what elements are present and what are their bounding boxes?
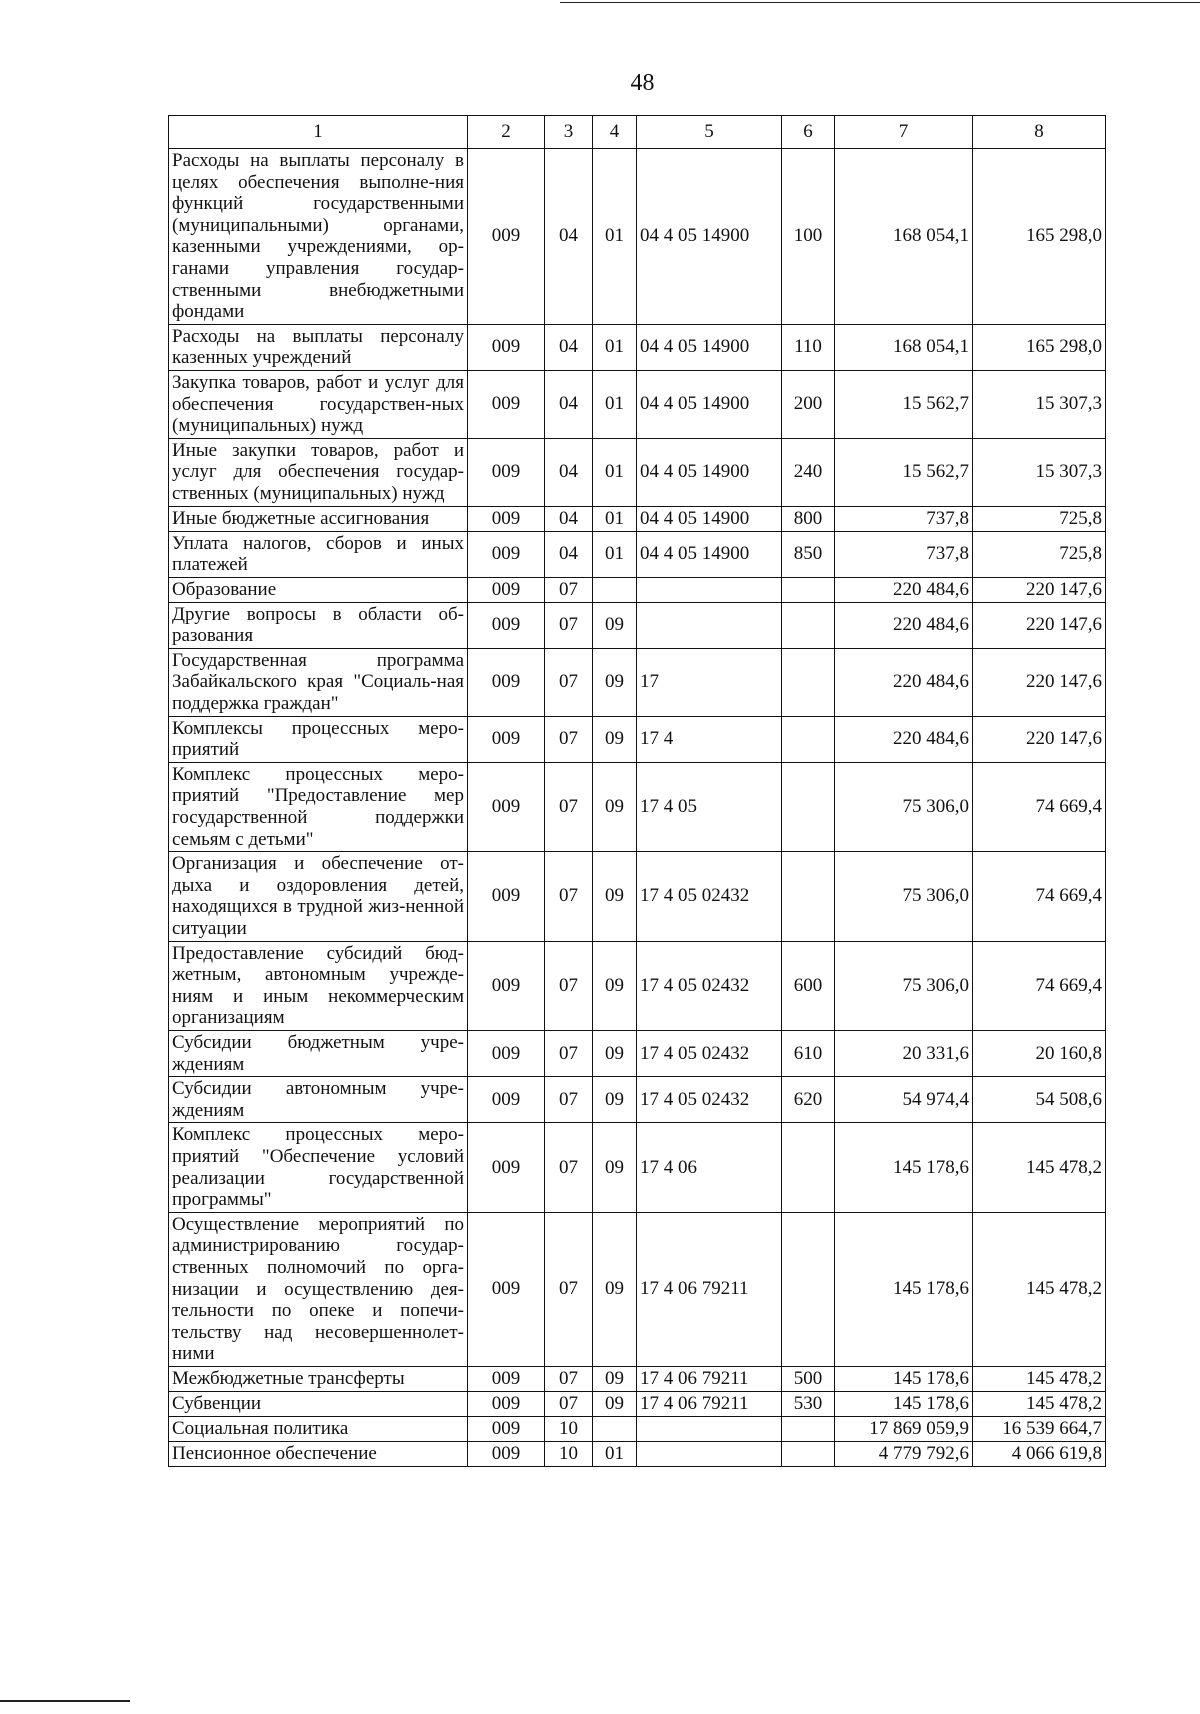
row-name: Расходы на выплаты персоналу в целях обеспечения выполне-ния функций государственными (муниципальными) органами, казенными учреждениями, ор-ганами управления государ-ственными внебюджетными фондами bbox=[169, 149, 468, 325]
cell-section: 04 bbox=[545, 531, 593, 577]
cell-section: 07 bbox=[545, 577, 593, 602]
cell-admin-code: 009 bbox=[468, 648, 545, 716]
cell-subsection bbox=[593, 577, 637, 602]
cell-target-code: 17 4 05 02432 bbox=[637, 941, 782, 1030]
cell-amount-8: 145 478,2 bbox=[973, 1123, 1106, 1212]
cell-expense-type bbox=[782, 852, 835, 941]
table-row bbox=[169, 324, 1106, 370]
table-row bbox=[169, 1416, 1106, 1441]
cell-amount-7: 737,8 bbox=[835, 531, 973, 577]
row-name: Социальная политика bbox=[169, 1416, 468, 1441]
row-name: Субвенции bbox=[169, 1391, 468, 1416]
cell-admin-code: 009 bbox=[468, 531, 545, 577]
cell-subsection: 09 bbox=[593, 1212, 637, 1366]
table-row bbox=[169, 149, 1106, 325]
cell-amount-7: 220 484,6 bbox=[835, 648, 973, 716]
table-row bbox=[169, 852, 1106, 941]
cell-amount-7: 145 178,6 bbox=[835, 1366, 973, 1391]
cell-amount-7: 75 306,0 bbox=[835, 762, 973, 851]
cell-amount-8: 15 307,3 bbox=[973, 370, 1106, 438]
cell-target-code: 17 4 05 02432 bbox=[637, 852, 782, 941]
column-header: 1 bbox=[169, 116, 468, 149]
cell-amount-8: 15 307,3 bbox=[973, 438, 1106, 506]
cell-amount-8: 165 298,0 bbox=[973, 149, 1106, 325]
cell-subsection: 01 bbox=[593, 324, 637, 370]
cell-target-code bbox=[637, 577, 782, 602]
cell-expense-type bbox=[782, 1123, 835, 1212]
cell-expense-type bbox=[782, 648, 835, 716]
row-name: Субсидии автономным учре-ждениям bbox=[169, 1077, 468, 1123]
cell-subsection: 01 bbox=[593, 149, 637, 325]
cell-amount-8: 725,8 bbox=[973, 531, 1106, 577]
table-row bbox=[169, 438, 1106, 506]
cell-subsection: 09 bbox=[593, 648, 637, 716]
page-number: 48 bbox=[630, 70, 655, 96]
table-row bbox=[169, 370, 1106, 438]
cell-subsection: 01 bbox=[593, 531, 637, 577]
cell-expense-type: 500 bbox=[782, 1366, 835, 1391]
cell-target-code: 04 4 05 14900 bbox=[637, 438, 782, 506]
cell-expense-type: 610 bbox=[782, 1030, 835, 1076]
cell-admin-code: 009 bbox=[468, 1212, 545, 1366]
cell-section: 07 bbox=[545, 941, 593, 1030]
cell-admin-code: 009 bbox=[468, 852, 545, 941]
cell-expense-type bbox=[782, 602, 835, 648]
cell-admin-code: 009 bbox=[468, 941, 545, 1030]
column-header: 6 bbox=[782, 116, 835, 149]
top-scan-rule bbox=[560, 2, 1200, 3]
cell-admin-code: 009 bbox=[468, 1077, 545, 1123]
cell-amount-8: 145 478,2 bbox=[973, 1366, 1106, 1391]
cell-expense-type bbox=[782, 1416, 835, 1441]
cell-amount-7: 20 331,6 bbox=[835, 1030, 973, 1076]
cell-amount-8: 20 160,8 bbox=[973, 1030, 1106, 1076]
cell-subsection: 09 bbox=[593, 602, 637, 648]
cell-section: 04 bbox=[545, 438, 593, 506]
cell-expense-type: 530 bbox=[782, 1391, 835, 1416]
cell-section: 07 bbox=[545, 648, 593, 716]
cell-section: 04 bbox=[545, 370, 593, 438]
row-name: Организация и обеспечение от-дыха и оздоровления детей, находящихся в трудной жиз-ненной ситуации bbox=[169, 852, 468, 941]
cell-amount-8: 220 147,6 bbox=[973, 577, 1106, 602]
cell-admin-code: 009 bbox=[468, 1441, 545, 1466]
row-name: Комплекс процессных меро-приятий "Предоставление мер государственной поддержки семьям с детьми" bbox=[169, 762, 468, 851]
cell-section: 04 bbox=[545, 506, 593, 531]
cell-subsection: 01 bbox=[593, 506, 637, 531]
cell-admin-code: 009 bbox=[468, 762, 545, 851]
cell-amount-7: 145 178,6 bbox=[835, 1123, 973, 1212]
cell-target-code: 04 4 05 14900 bbox=[637, 506, 782, 531]
cell-section: 07 bbox=[545, 716, 593, 762]
table-row bbox=[169, 602, 1106, 648]
cell-amount-8: 725,8 bbox=[973, 506, 1106, 531]
cell-amount-7: 15 562,7 bbox=[835, 370, 973, 438]
cell-subsection: 09 bbox=[593, 762, 637, 851]
bottom-footnote-rule bbox=[0, 1700, 130, 1702]
cell-expense-type bbox=[782, 1441, 835, 1466]
cell-amount-8: 4 066 619,8 bbox=[973, 1441, 1106, 1466]
cell-expense-type: 850 bbox=[782, 531, 835, 577]
cell-amount-8: 220 147,6 bbox=[973, 602, 1106, 648]
cell-expense-type: 100 bbox=[782, 149, 835, 325]
row-name: Субсидии бюджетным учре-ждениям bbox=[169, 1030, 468, 1076]
cell-subsection: 01 bbox=[593, 370, 637, 438]
cell-amount-7: 54 974,4 bbox=[835, 1077, 973, 1123]
budget-table bbox=[168, 115, 1106, 1467]
cell-amount-8: 220 147,6 bbox=[973, 716, 1106, 762]
cell-admin-code: 009 bbox=[468, 1416, 545, 1441]
cell-amount-7: 737,8 bbox=[835, 506, 973, 531]
cell-subsection: 01 bbox=[593, 1441, 637, 1466]
table-row bbox=[169, 1366, 1106, 1391]
row-name: Комплекс процессных меро-приятий "Обеспечение условий реализации государственной программы" bbox=[169, 1123, 468, 1212]
table-row bbox=[169, 1077, 1106, 1123]
cell-subsection: 01 bbox=[593, 438, 637, 506]
column-header: 2 bbox=[468, 116, 545, 149]
cell-admin-code: 009 bbox=[468, 370, 545, 438]
cell-amount-8: 16 539 664,7 bbox=[973, 1416, 1106, 1441]
table-row bbox=[169, 648, 1106, 716]
cell-admin-code: 009 bbox=[468, 506, 545, 531]
cell-amount-7: 220 484,6 bbox=[835, 577, 973, 602]
cell-amount-7: 4 779 792,6 bbox=[835, 1441, 973, 1466]
cell-section: 04 bbox=[545, 324, 593, 370]
cell-target-code bbox=[637, 1441, 782, 1466]
cell-subsection: 09 bbox=[593, 1366, 637, 1391]
cell-amount-8: 74 669,4 bbox=[973, 762, 1106, 851]
cell-target-code: 04 4 05 14900 bbox=[637, 324, 782, 370]
cell-admin-code: 009 bbox=[468, 716, 545, 762]
cell-amount-7: 220 484,6 bbox=[835, 602, 973, 648]
cell-section: 07 bbox=[545, 852, 593, 941]
cell-subsection: 09 bbox=[593, 941, 637, 1030]
table-row bbox=[169, 1212, 1106, 1366]
cell-amount-7: 75 306,0 bbox=[835, 941, 973, 1030]
cell-target-code: 04 4 05 14900 bbox=[637, 531, 782, 577]
cell-amount-7: 75 306,0 bbox=[835, 852, 973, 941]
cell-amount-8: 74 669,4 bbox=[973, 941, 1106, 1030]
cell-target-code bbox=[637, 1416, 782, 1441]
table-row bbox=[169, 1391, 1106, 1416]
cell-amount-8: 145 478,2 bbox=[973, 1391, 1106, 1416]
cell-target-code: 04 4 05 14900 bbox=[637, 149, 782, 325]
cell-expense-type: 620 bbox=[782, 1077, 835, 1123]
cell-target-code: 17 4 06 79211 bbox=[637, 1212, 782, 1366]
cell-amount-7: 168 054,1 bbox=[835, 149, 973, 325]
row-name: Уплата налогов, сборов и иных платежей bbox=[169, 531, 468, 577]
cell-target-code: 17 4 05 bbox=[637, 762, 782, 851]
cell-amount-7: 15 562,7 bbox=[835, 438, 973, 506]
column-header: 8 bbox=[973, 116, 1106, 149]
table-row bbox=[169, 1441, 1106, 1466]
cell-expense-type: 800 bbox=[782, 506, 835, 531]
cell-target-code: 17 4 05 02432 bbox=[637, 1077, 782, 1123]
cell-expense-type bbox=[782, 762, 835, 851]
cell-target-code: 17 4 06 79211 bbox=[637, 1391, 782, 1416]
table-row bbox=[169, 506, 1106, 531]
cell-target-code: 17 4 bbox=[637, 716, 782, 762]
row-name: Государственная программа Забайкальского края "Социаль-ная поддержка граждан" bbox=[169, 648, 468, 716]
cell-section: 10 bbox=[545, 1441, 593, 1466]
cell-expense-type: 200 bbox=[782, 370, 835, 438]
row-name: Расходы на выплаты персоналу казенных учреждений bbox=[169, 324, 468, 370]
cell-subsection bbox=[593, 1416, 637, 1441]
cell-amount-8: 220 147,6 bbox=[973, 648, 1106, 716]
cell-target-code: 17 4 05 02432 bbox=[637, 1030, 782, 1076]
row-name: Предоставление субсидий бюд-жетным, автономным учрежде-ниям и иным некоммерческим организациям bbox=[169, 941, 468, 1030]
cell-admin-code: 009 bbox=[468, 1123, 545, 1212]
cell-expense-type: 240 bbox=[782, 438, 835, 506]
header-row bbox=[169, 116, 1106, 149]
table-row bbox=[169, 531, 1106, 577]
cell-admin-code: 009 bbox=[468, 324, 545, 370]
cell-target-code: 17 4 06 bbox=[637, 1123, 782, 1212]
cell-admin-code: 009 bbox=[468, 577, 545, 602]
cell-amount-7: 17 869 059,9 bbox=[835, 1416, 973, 1441]
cell-amount-7: 220 484,6 bbox=[835, 716, 973, 762]
cell-section: 07 bbox=[545, 1366, 593, 1391]
cell-section: 07 bbox=[545, 1030, 593, 1076]
cell-admin-code: 009 bbox=[468, 602, 545, 648]
cell-admin-code: 009 bbox=[468, 1030, 545, 1076]
cell-subsection: 09 bbox=[593, 852, 637, 941]
row-name: Комплексы процессных меро-приятий bbox=[169, 716, 468, 762]
cell-amount-7: 145 178,6 bbox=[835, 1391, 973, 1416]
row-name: Иные бюджетные ассигнования bbox=[169, 506, 468, 531]
cell-subsection: 09 bbox=[593, 716, 637, 762]
cell-amount-7: 145 178,6 bbox=[835, 1212, 973, 1366]
cell-amount-7: 168 054,1 bbox=[835, 324, 973, 370]
cell-section: 04 bbox=[545, 149, 593, 325]
row-name: Осуществление мероприятий по администрированию государ-ственных полномочий по орга-низации и осуществлению дея-тельности по опеке и попечи-тельству над несовершеннолет-ними bbox=[169, 1212, 468, 1366]
row-name: Межбюджетные трансферты bbox=[169, 1366, 468, 1391]
cell-amount-8: 54 508,6 bbox=[973, 1077, 1106, 1123]
cell-section: 10 bbox=[545, 1416, 593, 1441]
cell-expense-type: 110 bbox=[782, 324, 835, 370]
cell-admin-code: 009 bbox=[468, 1366, 545, 1391]
row-name: Закупка товаров, работ и услуг для обеспечения государствен-ных (муниципальных) нужд bbox=[169, 370, 468, 438]
cell-admin-code: 009 bbox=[468, 438, 545, 506]
cell-expense-type bbox=[782, 716, 835, 762]
cell-amount-8: 145 478,2 bbox=[973, 1212, 1106, 1366]
cell-subsection: 09 bbox=[593, 1391, 637, 1416]
table-row bbox=[169, 716, 1106, 762]
cell-section: 07 bbox=[545, 1212, 593, 1366]
cell-expense-type: 600 bbox=[782, 941, 835, 1030]
cell-target-code bbox=[637, 602, 782, 648]
cell-target-code: 17 bbox=[637, 648, 782, 716]
cell-target-code: 17 4 06 79211 bbox=[637, 1366, 782, 1391]
column-header: 4 bbox=[593, 116, 637, 149]
table-row bbox=[169, 1123, 1106, 1212]
column-header: 5 bbox=[637, 116, 782, 149]
table-row bbox=[169, 577, 1106, 602]
cell-section: 07 bbox=[545, 602, 593, 648]
row-name: Пенсионное обеспечение bbox=[169, 1441, 468, 1466]
cell-subsection: 09 bbox=[593, 1077, 637, 1123]
cell-amount-8: 74 669,4 bbox=[973, 852, 1106, 941]
row-name: Другие вопросы в области об-разования bbox=[169, 602, 468, 648]
table-row bbox=[169, 762, 1106, 851]
column-header: 3 bbox=[545, 116, 593, 149]
row-name: Образование bbox=[169, 577, 468, 602]
cell-section: 07 bbox=[545, 1391, 593, 1416]
column-header: 7 bbox=[835, 116, 973, 149]
cell-target-code: 04 4 05 14900 bbox=[637, 370, 782, 438]
cell-subsection: 09 bbox=[593, 1123, 637, 1212]
cell-expense-type bbox=[782, 577, 835, 602]
cell-admin-code: 009 bbox=[468, 149, 545, 325]
cell-expense-type bbox=[782, 1212, 835, 1366]
cell-admin-code: 009 bbox=[468, 1391, 545, 1416]
table-row bbox=[169, 1030, 1106, 1076]
table-row bbox=[169, 941, 1106, 1030]
cell-section: 07 bbox=[545, 1077, 593, 1123]
cell-amount-8: 165 298,0 bbox=[973, 324, 1106, 370]
row-name: Иные закупки товаров, работ и услуг для обеспечения государ-ственных (муниципальных) нужд bbox=[169, 438, 468, 506]
cell-subsection: 09 bbox=[593, 1030, 637, 1076]
cell-section: 07 bbox=[545, 1123, 593, 1212]
cell-section: 07 bbox=[545, 762, 593, 851]
